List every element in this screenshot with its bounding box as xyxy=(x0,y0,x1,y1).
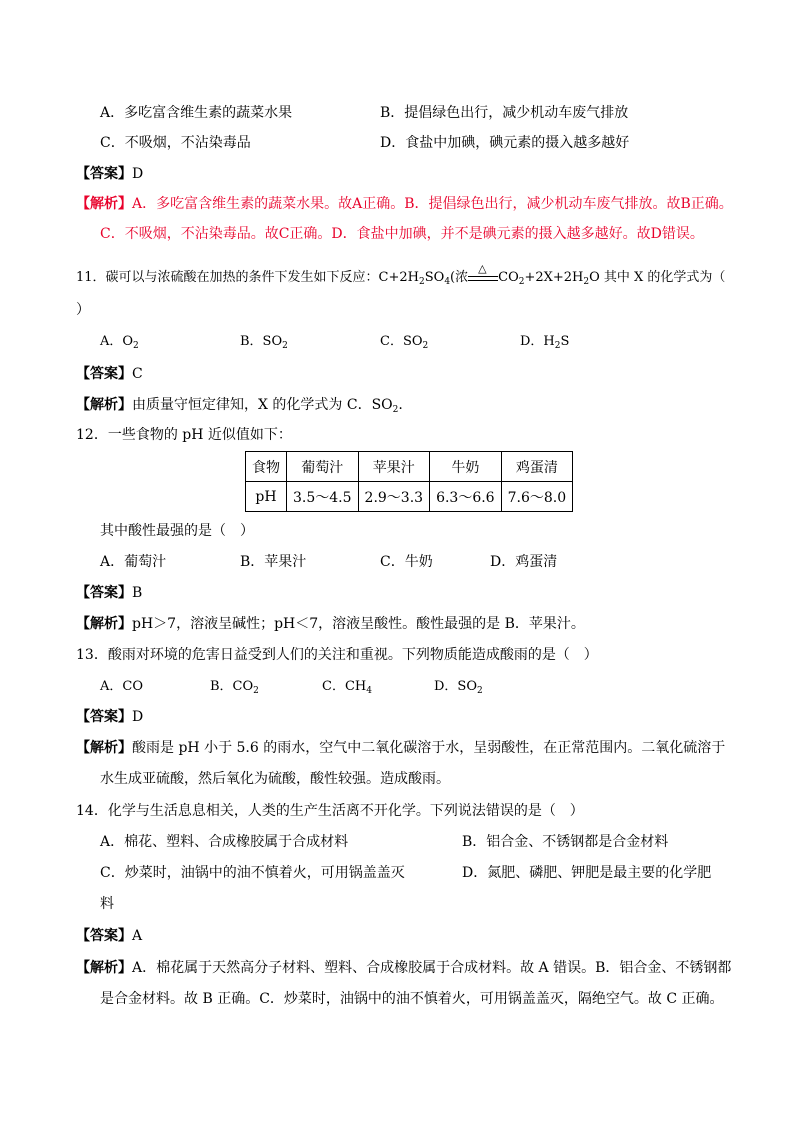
q14-option-d: D．氮肥、磷肥、钾肥是最主要的化学肥 xyxy=(462,865,712,881)
q11-analysis xyxy=(76,395,403,420)
q11-stem-cont: ） xyxy=(76,302,90,318)
q13-option-a: A．CO xyxy=(100,679,143,694)
option-text: B．SO xyxy=(240,334,283,349)
heating-equals-icon: △ xyxy=(468,271,498,285)
answer-label: 【答案】 xyxy=(76,585,132,601)
analysis-text: A．多吃富含维生素的蔬菜水果。故A正确。B．提倡绿色出行，减少机动车废气排放。故B正确。 xyxy=(132,196,733,212)
answer-label: 【答案】 xyxy=(76,366,132,382)
subscript: 2 xyxy=(253,686,259,696)
q10-option-b: B．提倡绿色出行，减少机动车废气排放 xyxy=(380,105,629,121)
table-header-cell: 苹果汁 xyxy=(358,452,430,482)
q12-question: 其中酸性最强的是（ ） xyxy=(100,523,254,539)
option-text: S xyxy=(560,334,570,349)
q13-stem: 13．酸雨对环境的危害日益受到人们的关注和重视。下列物质能造成酸雨的是（ ） xyxy=(76,647,598,663)
q12-option-b: B．苹果汁 xyxy=(240,554,307,570)
q11-stem-part: CO xyxy=(498,270,519,285)
analysis-label: 【解析】 xyxy=(76,740,132,756)
q11-stem xyxy=(76,261,726,292)
table-cell: pH xyxy=(246,482,287,512)
table-cell: 2.9～3.3 xyxy=(358,482,430,512)
q11-stem-prefix: 11．碳可以与浓硫酸在加热的条件下发生如下反应：C+2H xyxy=(76,270,419,285)
q11-stem-part: O 其中 X 的化学式为（ xyxy=(589,270,726,285)
q13-answer xyxy=(76,707,143,727)
analysis-label: 【解析】 xyxy=(76,196,132,212)
analysis-label: 【解析】 xyxy=(76,397,132,413)
q12-option-c: C．牛奶 xyxy=(380,554,433,570)
subscript: 2 xyxy=(392,405,399,415)
subscript: 2 xyxy=(419,277,425,287)
q14-option-c: C．炒菜时，油锅中的油不慎着火，可用锅盖盖灭 xyxy=(100,865,405,881)
answer-label: 【答案】 xyxy=(76,928,132,944)
q14-analysis-line1 xyxy=(76,958,731,978)
q11-answer xyxy=(76,364,143,384)
q12-analysis xyxy=(76,614,585,634)
q14-option-d-cont: 料 xyxy=(100,896,114,912)
q10-answer xyxy=(76,164,143,184)
q14-answer xyxy=(76,926,142,946)
q11-stem-part: SO xyxy=(424,270,445,285)
q10-analysis-line1 xyxy=(76,194,733,214)
q12-answer xyxy=(76,583,142,603)
analysis-text: 由质量守恒定律知，X 的化学式为 C．SO xyxy=(132,397,393,413)
table-cell: 6.3～6.6 xyxy=(430,482,502,512)
q11-option-b xyxy=(240,332,288,356)
q12-option-a: A．葡萄汁 xyxy=(100,554,167,570)
q14-stem: 14．化学与生活息息相关，人类的生产生活离不开化学。下列说法错误的是（ ） xyxy=(76,803,584,819)
q12-stem: 12．一些食物的 pH 近似值如下： xyxy=(76,427,292,443)
analysis-text: A．棉花属于天然高分子材料、塑料、合成橡胶属于合成材料。故 A 错误。B．铝合金、不锈钢都 xyxy=(132,960,732,976)
q14-option-a: A．棉花、塑料、合成橡胶属于合成材料 xyxy=(100,834,349,850)
table-cell: 7.6～8.0 xyxy=(501,482,573,512)
table-header-cell: 鸡蛋清 xyxy=(501,452,573,482)
q13-option-d xyxy=(434,677,483,701)
answer-value: B xyxy=(132,585,143,601)
table-header-cell: 葡萄汁 xyxy=(287,452,359,482)
q10-analysis-line2: C．不吸烟，不沾染毒品。故C正确。D．食盐中加碘，并不是碘元素的摄入越多越好。故D错误。 xyxy=(100,226,704,242)
q12-option-d: D．鸡蛋清 xyxy=(490,554,558,570)
table-row xyxy=(246,482,573,512)
subscript: 2 xyxy=(554,341,561,351)
table-cell: 3.5～4.5 xyxy=(287,482,359,512)
subscript: 2 xyxy=(133,341,139,351)
option-text: C．SO xyxy=(380,334,423,349)
q11-option-a xyxy=(100,332,139,356)
table-header-cell: 食物 xyxy=(246,452,287,482)
subscript: 2 xyxy=(583,277,590,287)
q11-option-d xyxy=(520,332,569,356)
analysis-text: . xyxy=(398,397,403,413)
answer-value: D xyxy=(132,709,144,725)
q13-option-c xyxy=(322,677,372,701)
answer-label: 【答案】 xyxy=(76,709,132,725)
option-text: B．CO xyxy=(210,679,254,694)
analysis-label: 【解析】 xyxy=(76,616,132,632)
q11-stem-part: +2X+2H xyxy=(524,270,584,285)
subscript: 4 xyxy=(444,277,451,287)
subscript: 2 xyxy=(518,277,525,287)
q10-option-d: D．食盐中加碘，碘元素的摄入越多越好 xyxy=(380,135,630,151)
table-header-cell: 牛奶 xyxy=(430,452,502,482)
q13-analysis-line2: 水生成亚硫酸，然后氧化为硫酸，酸性较强。造成酸雨。 xyxy=(100,771,450,787)
q13-option-b xyxy=(210,677,259,701)
answer-label: 【答案】 xyxy=(76,166,132,182)
analysis-label: 【解析】 xyxy=(76,960,132,976)
answer-value: C xyxy=(132,366,143,382)
q10-option-a: A．多吃富含维生素的蔬菜水果 xyxy=(100,105,293,121)
table-header-row xyxy=(246,452,573,482)
option-text: D．H xyxy=(520,334,555,349)
q14-option-b: B．铝合金、不锈钢都是合金材料 xyxy=(462,834,669,850)
option-text: D．SO xyxy=(434,679,477,694)
option-text: C．CH xyxy=(322,679,367,694)
answer-value: A xyxy=(132,928,143,944)
subscript: 2 xyxy=(477,686,483,696)
q13-analysis-line1 xyxy=(76,738,725,758)
q10-option-c: C．不吸烟，不沾染毒品 xyxy=(100,135,251,151)
q11-stem-part: (浓 xyxy=(450,270,469,285)
subscript: 4 xyxy=(366,686,372,696)
analysis-text: 酸雨是 pH 小于 5.6 的雨水，空气中二氧化碳溶于水，呈弱酸性，在正常范围内。二氧化硫溶于 xyxy=(132,740,726,756)
subscript: 2 xyxy=(422,341,429,351)
q14-analysis-line2: 是合金材料。故 B 正确。C．炒菜时，油锅中的油不慎着火，可用锅盖盖灭，隔绝空气。故 C 正确。 xyxy=(100,991,724,1007)
subscript: 2 xyxy=(282,341,288,351)
option-text: A．O xyxy=(100,334,134,349)
ph-table xyxy=(245,451,573,512)
answer-value: D xyxy=(132,166,144,182)
analysis-text: pH＞7，溶液呈碱性；pH＜7，溶液呈酸性。酸性最强的是 B．苹果汁。 xyxy=(132,616,585,632)
q11-option-c xyxy=(380,332,428,356)
